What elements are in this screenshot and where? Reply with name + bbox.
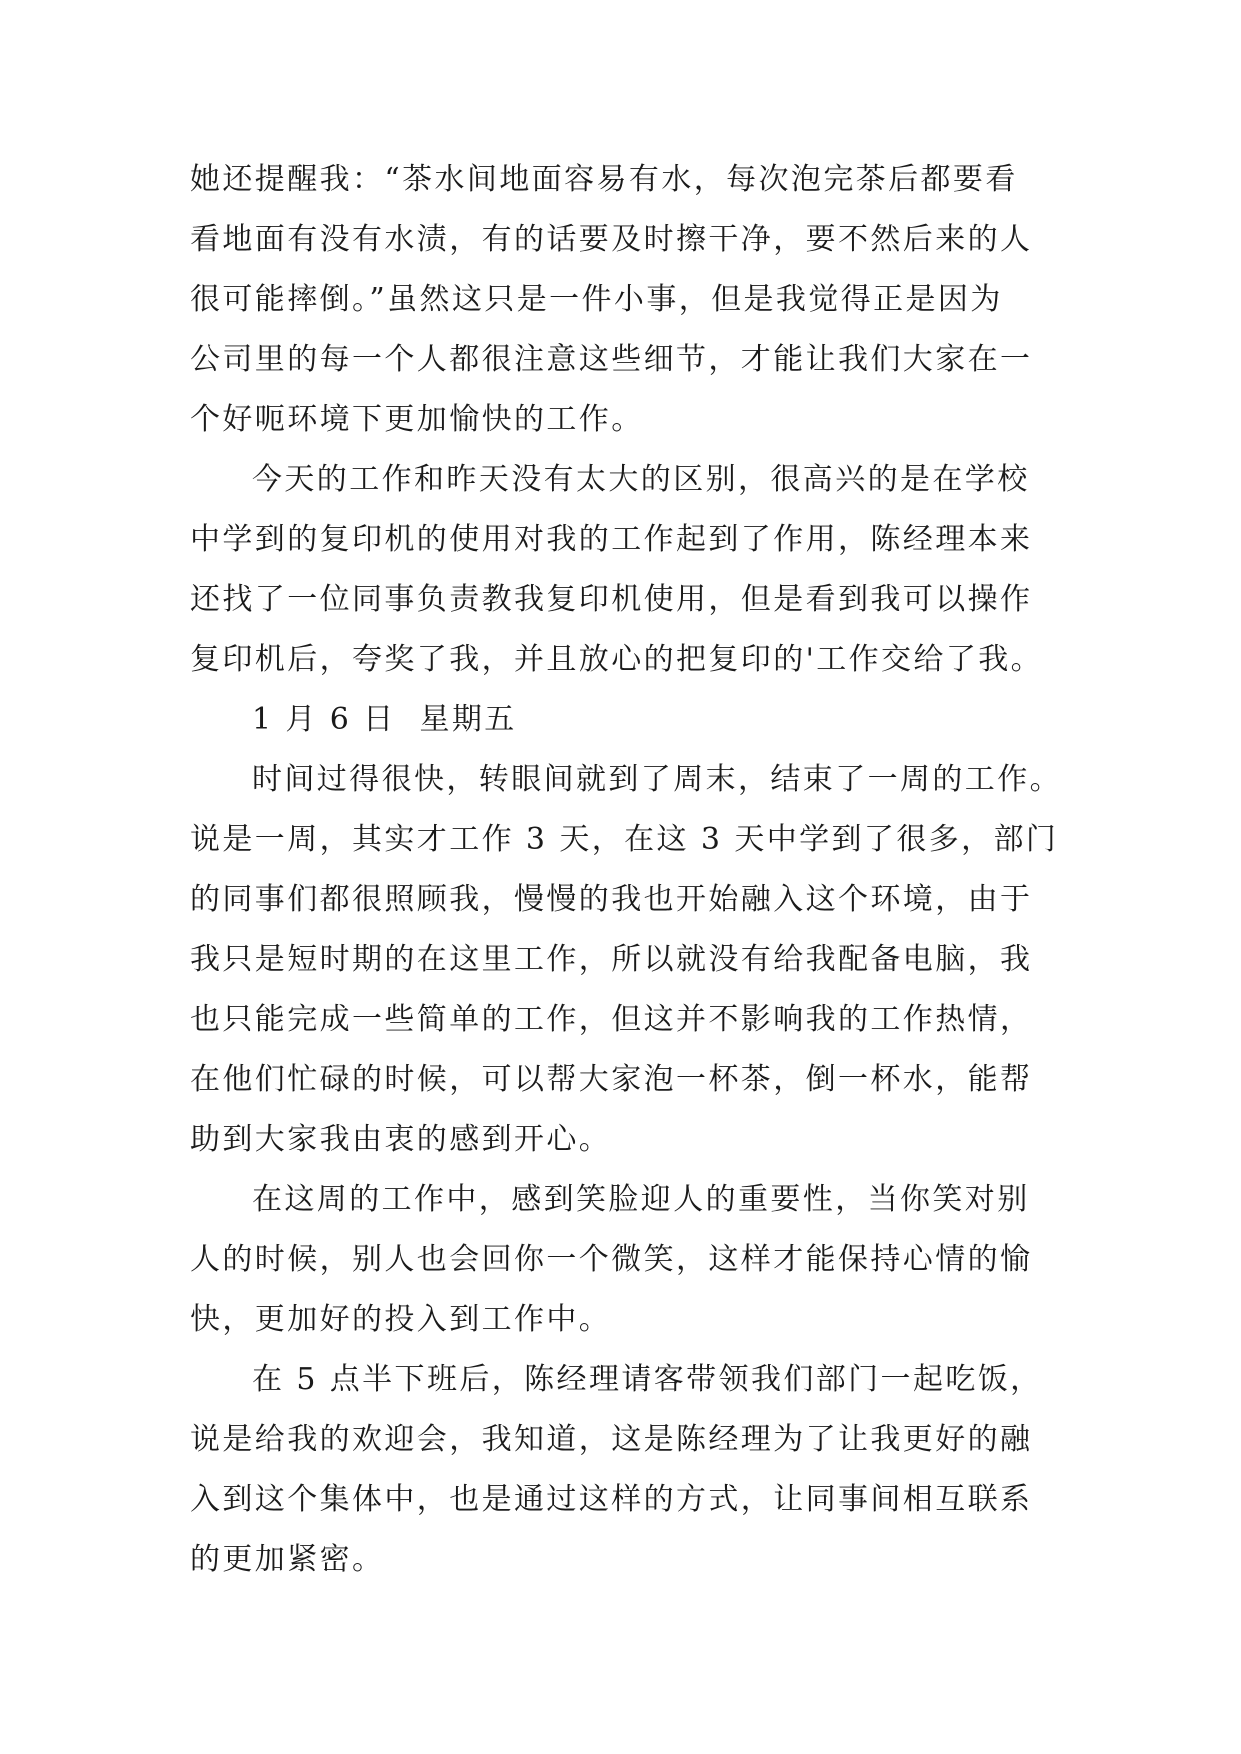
paragraph-first-line: 今天的工作和昨天没有太大的区别，很高兴的是在学校 [252,462,1030,497]
paragraph-first-line: 在 5 点半下班后，陈经理请客带领我们部门一起吃饭， [252,1362,1043,1397]
text-line: 入到这个集体中，也是通过这样的方式，让同事间相互联系 [190,1482,1033,1517]
paragraph-first-line: 时间过得很快，转眼间就到了周末，结束了一周的工作。 [252,762,1062,797]
text-line: 助到大家我由衷的感到开心。 [190,1122,612,1157]
text-line: 她还提醒我：“茶水间地面容易有水，每次泡完茶后都要看 [190,162,1018,197]
text-line: 中学到的复印机的使用对我的工作起到了作用，陈经理本来 [190,522,1033,557]
text-line: 的更加紧密。 [190,1542,385,1577]
text-line: 人的时候，别人也会回你一个微笑，这样才能保持心情的愉 [190,1242,1033,1277]
text-line: 的同事们都很照顾我，慢慢的我也开始融入这个环境，由于 [190,882,1033,917]
text-line: 很可能摔倒。”虽然这只是一件小事，但是我觉得正是因为 [190,282,1003,317]
text-line: 快，更加好的投入到工作中。 [190,1302,612,1337]
text-line: 个好呃环境下更加愉快的工作。 [190,402,644,437]
text-line: 说是一周，其实才工作 3 天，在这 3 天中学到了很多，部门 [190,822,1059,857]
document-body [190,150,1070,1590]
text-line: 还找了一位同事负责教我复印机使用，但是看到我可以操作 [190,582,1033,617]
text-line: 公司里的每一个人都很注意这些细节，才能让我们大家在一 [190,342,1033,377]
text-line: 也只能完成一些简单的工作，但这并不影响我的工作热情， [190,1002,1033,1037]
text-line: 看地面有没有水渍，有的话要及时擦干净，要不然后来的人 [190,222,1033,257]
paragraph-first-line: 在这周的工作中，感到笑脸迎人的重要性，当你笑对别 [252,1182,1030,1217]
text-line: 复印机后，夸奖了我，并且放心的把复印的'工作交给了我。 [190,642,1044,677]
text-line: 说是给我的欢迎会，我知道，这是陈经理为了让我更好的融 [190,1422,1033,1457]
text-line: 我只是短时期的在这里工作，所以就没有给我配备电脑，我 [190,942,1033,977]
date-heading: 1 月 6 日 星期五 [252,702,517,737]
text-line: 在他们忙碌的时候，可以帮大家泡一杯茶，倒一杯水，能帮 [190,1062,1033,1097]
